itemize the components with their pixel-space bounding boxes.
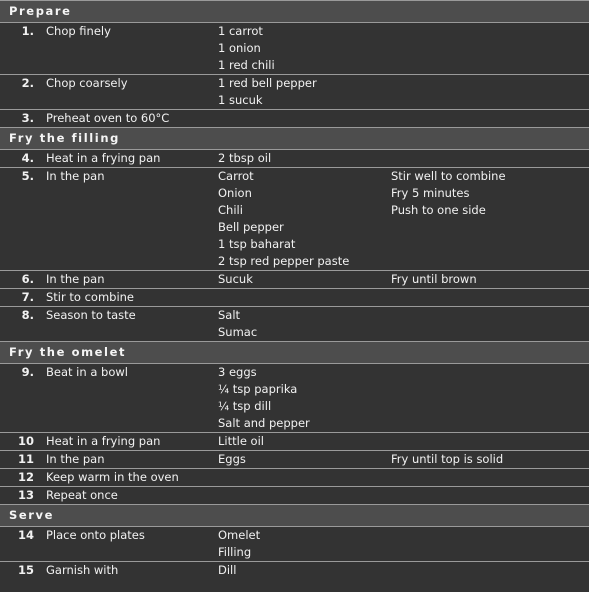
step-action: Beat in a bowl — [46, 365, 128, 379]
recipe-section — [0, 127, 589, 341]
step-ingredients — [218, 307, 391, 341]
ingredient-item: ¼ tsp dill — [218, 399, 272, 413]
step-number: 4. — [21, 151, 34, 165]
step-notes — [391, 469, 589, 486]
step-notes — [391, 23, 589, 74]
step-number: 10 — [17, 434, 34, 448]
recipe-section — [0, 341, 589, 504]
step-ingredients — [218, 451, 391, 468]
step-notes — [391, 75, 589, 109]
step-row — [0, 271, 589, 289]
ingredient-item: 1 red chili — [218, 58, 275, 72]
step-number: 9. — [21, 365, 34, 379]
step-number: 5. — [21, 169, 34, 183]
step-row — [0, 110, 589, 127]
ingredient-item: 2 tsp red pepper paste — [218, 254, 350, 268]
step-row — [0, 527, 589, 562]
ingredient-item: Salt and pepper — [218, 416, 310, 430]
step-row — [0, 562, 589, 579]
ingredient-item: Chili — [218, 203, 243, 217]
section-title: Fry the filling — [0, 127, 589, 150]
ingredient-item: Dill — [218, 563, 237, 577]
step-action: Repeat once — [46, 488, 118, 502]
step-action: In the pan — [46, 272, 105, 286]
note-item: Fry 5 minutes — [391, 186, 470, 200]
ingredient-item: Sumac — [218, 325, 258, 339]
step-ingredients — [218, 271, 391, 288]
recipe-section — [0, 0, 589, 127]
step-notes — [391, 487, 589, 504]
step-notes — [391, 364, 589, 432]
ingredient-item: 1 tsp baharat — [218, 237, 296, 251]
step-number: 15 — [17, 563, 34, 577]
step-action: Season to taste — [46, 308, 136, 322]
step-notes — [391, 433, 589, 450]
step-number: 1. — [21, 24, 34, 38]
step-row — [0, 75, 589, 110]
step-number: 12 — [17, 470, 34, 484]
ingredient-item: Filling — [218, 545, 252, 559]
note-item: Stir well to combine — [391, 169, 506, 183]
step-notes — [391, 451, 589, 468]
step-row — [0, 451, 589, 469]
step-number: 13 — [17, 488, 34, 502]
step-row — [0, 150, 589, 168]
step-number: 8. — [21, 308, 34, 322]
step-notes — [391, 168, 589, 270]
step-ingredients — [218, 150, 391, 167]
step-action: Chop coarsely — [46, 76, 128, 90]
section-title: Fry the omelet — [0, 341, 589, 364]
step-row — [0, 469, 589, 487]
step-ingredients — [218, 110, 391, 127]
step-notes — [391, 527, 589, 561]
ingredient-item: 3 eggs — [218, 365, 257, 379]
ingredient-item: Little oil — [218, 434, 264, 448]
ingredient-item: Onion — [218, 186, 252, 200]
ingredient-item: 1 carrot — [218, 24, 263, 38]
step-row — [0, 307, 589, 341]
step-action: In the pan — [46, 452, 105, 466]
step-notes — [391, 289, 589, 306]
note-item: Push to one side — [391, 203, 486, 217]
step-action: Stir to combine — [46, 290, 135, 304]
ingredient-item: Omelet — [218, 528, 261, 542]
step-number: 14 — [17, 528, 34, 542]
step-row — [0, 168, 589, 271]
ingredient-item: ¼ tsp paprika — [218, 382, 298, 396]
step-ingredients — [218, 487, 391, 504]
ingredient-item: Eggs — [218, 452, 246, 466]
step-action: Heat in a frying pan — [46, 151, 161, 165]
step-ingredients — [218, 562, 391, 579]
ingredient-item: 1 onion — [218, 41, 261, 55]
section-title: Prepare — [0, 0, 589, 23]
step-number: 2. — [21, 76, 34, 90]
step-notes — [391, 307, 589, 341]
step-action: Garnish with — [46, 563, 119, 577]
step-ingredients — [218, 364, 391, 432]
ingredient-item: 1 sucuk — [218, 93, 263, 107]
step-ingredients — [218, 75, 391, 109]
step-ingredients — [218, 23, 391, 74]
ingredient-item: Carrot — [218, 169, 254, 183]
step-row — [0, 487, 589, 504]
ingredient-item: Salt — [218, 308, 241, 322]
step-ingredients — [218, 168, 391, 270]
ingredient-item: 1 red bell pepper — [218, 76, 317, 90]
step-ingredients — [218, 527, 391, 561]
step-ingredients — [218, 433, 391, 450]
recipe-section — [0, 504, 589, 579]
section-title: Serve — [0, 504, 589, 527]
step-notes — [391, 150, 589, 167]
step-number: 7. — [21, 290, 34, 304]
step-ingredients — [218, 289, 391, 306]
ingredient-item: Sucuk — [218, 272, 253, 286]
step-action: Keep warm in the oven — [46, 470, 179, 484]
step-notes — [391, 271, 589, 288]
note-item: Fry until brown — [391, 272, 477, 286]
step-action: Preheat oven to 60°C — [46, 111, 170, 125]
step-row — [0, 289, 589, 307]
step-row — [0, 364, 589, 433]
step-number: 3. — [21, 111, 34, 125]
step-row — [0, 433, 589, 451]
step-action: In the pan — [46, 169, 105, 183]
step-notes — [391, 562, 589, 579]
ingredient-item: 2 tbsp oil — [218, 151, 272, 165]
note-item: Fry until top is solid — [391, 452, 504, 466]
step-ingredients — [218, 469, 391, 486]
step-action: Heat in a frying pan — [46, 434, 161, 448]
step-row — [0, 23, 589, 75]
step-action: Chop finely — [46, 24, 111, 38]
step-action: Place onto plates — [46, 528, 145, 542]
step-number: 6. — [21, 272, 34, 286]
step-notes — [391, 110, 589, 127]
ingredient-item: Bell pepper — [218, 220, 284, 234]
step-number: 11 — [17, 452, 34, 466]
